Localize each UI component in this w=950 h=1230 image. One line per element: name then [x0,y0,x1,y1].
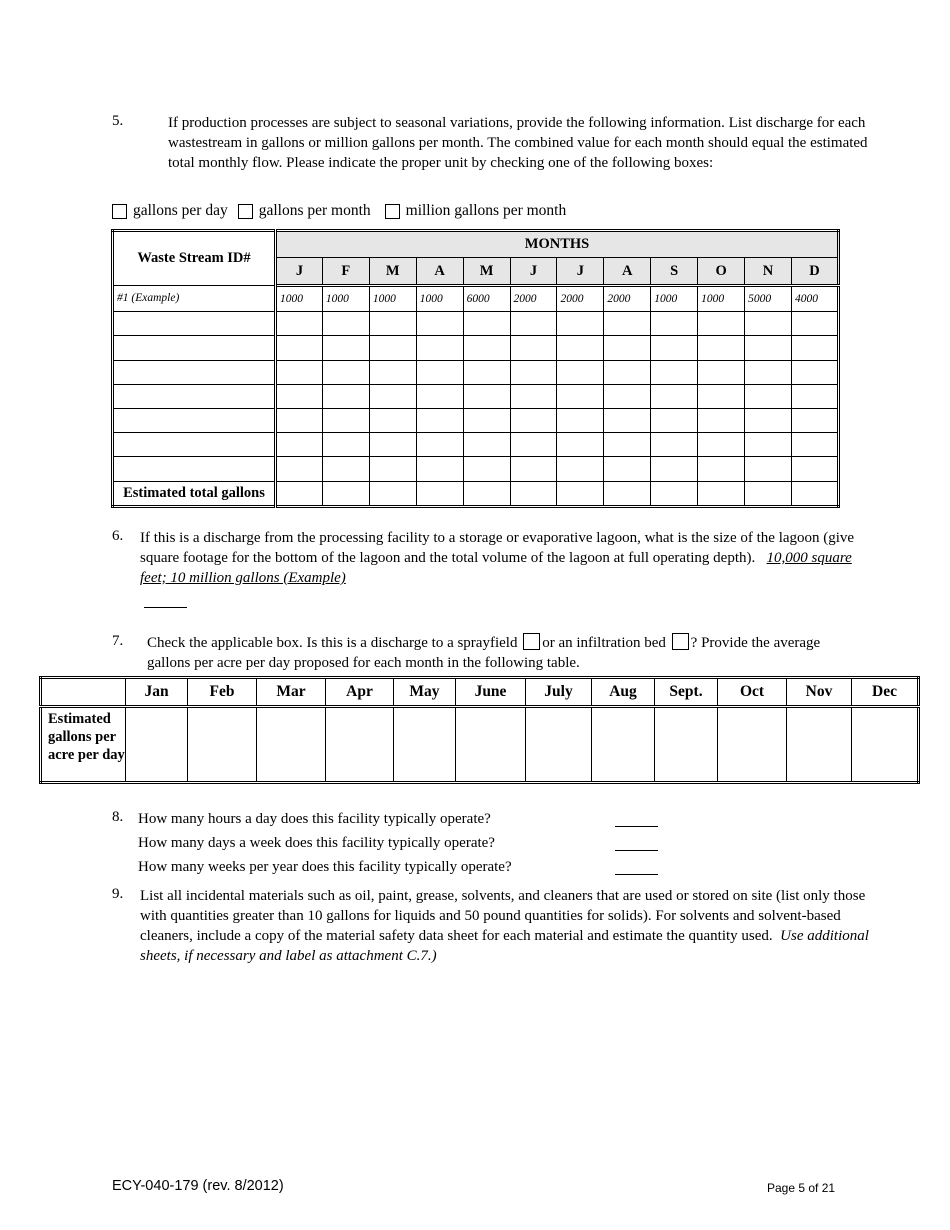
flow-cell[interactable] [276,312,323,336]
flow-cell[interactable] [416,457,463,481]
total-cell[interactable] [463,481,510,506]
flow-cell[interactable] [322,408,369,432]
flow-cell[interactable] [463,384,510,408]
checkbox-gallons-per-month[interactable] [238,204,253,219]
waste-stream-id-cell[interactable] [113,457,276,481]
corner-cell [41,678,126,707]
flow-cell[interactable] [651,384,698,408]
q6-text [140,528,870,588]
form-id: ECY-040-179 (rev. 8/2012) [112,1178,284,1194]
flow-cell[interactable] [651,457,698,481]
flow-cell[interactable] [604,457,651,481]
q9-number: 9. [112,886,124,902]
q7-text-b: or an infiltration bed [542,635,670,651]
example-value-cell: 1000 [698,285,745,311]
table-row [113,312,839,336]
flow-cell[interactable] [698,457,745,481]
flow-cell[interactable] [416,384,463,408]
flow-cell[interactable] [463,408,510,432]
total-cell[interactable] [510,481,557,506]
sprayfield-table [39,676,920,784]
flow-cell[interactable] [698,384,745,408]
total-cell[interactable] [698,481,745,506]
label-million-gallons-per-month: million gallons per month [405,202,567,219]
flow-cell[interactable] [698,312,745,336]
example-value-cell: 2000 [557,285,604,311]
flow-cell[interactable] [651,312,698,336]
flow-cell[interactable] [791,457,838,481]
month-header: Aug [592,678,655,707]
flow-cell[interactable] [276,384,323,408]
flow-cell[interactable] [276,433,323,457]
flow-cell[interactable] [557,457,604,481]
gallons-per-acre-cell[interactable] [852,707,919,783]
month-header: J [510,258,557,285]
flow-cell[interactable] [604,384,651,408]
flow-cell[interactable] [276,336,323,360]
flow-cell[interactable] [651,433,698,457]
flow-cell[interactable] [651,408,698,432]
flow-cell[interactable] [745,384,792,408]
header-waste-stream-id: Waste Stream ID# [113,231,276,286]
flow-cell[interactable] [276,360,323,384]
table-row [113,433,839,457]
flow-cell[interactable] [510,457,557,481]
flow-cell[interactable] [745,408,792,432]
checkbox-million-gallons-per-month[interactable] [385,204,400,219]
flow-cell[interactable] [322,384,369,408]
flow-cell[interactable] [604,360,651,384]
gallons-per-acre-cell[interactable] [718,707,787,783]
flow-cell[interactable] [322,457,369,481]
month-header: Sept. [655,678,718,707]
total-cell[interactable] [745,481,792,506]
gallons-per-acre-cell[interactable] [188,707,257,783]
month-header: Oct [718,678,787,707]
flow-cell[interactable] [604,408,651,432]
flow-cell[interactable] [604,336,651,360]
flow-cell[interactable] [369,360,416,384]
example-value-cell: 1000 [651,285,698,311]
example-value-cell: 4000 [791,285,838,311]
example-value-cell: 2000 [510,285,557,311]
checkbox-infiltration-bed[interactable] [672,633,689,650]
table-row [113,384,839,408]
flow-cell[interactable] [745,433,792,457]
q9-question: List all incidental materials such as oil, paint, grease, solvents, and cleaners that are used or stored on site (list only those with quantities greater than 10 gallons for liquids and 50 pound quantities for solids). For solvents and solvent-based cleaners, include a copy of the material safety data sheet for each material and estimate the quantity used. [140,888,866,944]
waste-stream-id-cell[interactable] [113,336,276,360]
flow-cell[interactable] [463,360,510,384]
month-header: N [745,258,792,285]
table-row [113,408,839,432]
wastestream-table [111,229,840,508]
waste-stream-id-cell[interactable] [113,408,276,432]
q7-text [147,633,867,673]
month-header: Nov [787,678,852,707]
flow-cell[interactable] [791,336,838,360]
q6-number: 6. [112,528,124,544]
flow-cell[interactable] [557,360,604,384]
month-header: S [651,258,698,285]
flow-cell[interactable] [791,360,838,384]
month-header: June [456,678,526,707]
flow-cell[interactable] [510,433,557,457]
flow-cell[interactable] [463,336,510,360]
q8-days-answer-line[interactable] [615,850,658,851]
flow-cell[interactable] [369,336,416,360]
month-header: May [394,678,456,707]
gallons-per-acre-cell[interactable] [456,707,526,783]
month-header: Mar [257,678,326,707]
flow-cell[interactable] [791,384,838,408]
gallons-per-acre-cell[interactable] [592,707,655,783]
month-header: M [369,258,416,285]
flow-cell[interactable] [791,408,838,432]
q5-number: 5. [112,113,124,129]
month-header: Feb [188,678,257,707]
flow-cell[interactable] [276,408,323,432]
month-header: D [791,258,838,285]
q6-example-answer: 10,000 square feet; 10 million gallons (Example) [140,550,852,586]
q8-number: 8. [112,809,124,825]
flow-cell[interactable] [557,433,604,457]
table-row [113,457,839,481]
q6-answer-line[interactable] [144,607,187,608]
flow-cell[interactable] [791,312,838,336]
q8-weeks-answer-line[interactable] [615,874,658,875]
header-months: MONTHS [276,231,839,258]
flow-cell[interactable] [557,312,604,336]
flow-cell[interactable] [557,408,604,432]
table-row [113,360,839,384]
flow-cell[interactable] [510,408,557,432]
checkbox-sprayfield[interactable] [523,633,540,650]
flow-cell[interactable] [463,457,510,481]
flow-cell[interactable] [510,312,557,336]
example-value-cell: 1000 [416,285,463,311]
total-cell[interactable] [557,481,604,506]
example-value-cell: 1000 [369,285,416,311]
flow-cell[interactable] [698,336,745,360]
q6-question: If this is a discharge from the processing facility to a storage or evaporative lagoon, what is the size of the lagoon (give square footage for the bottom of the lagoon and the total volume of the lagoon at full operating depth). [140,530,855,566]
flow-cell[interactable] [510,336,557,360]
gallons-per-acre-cell[interactable] [126,707,188,783]
flow-cell[interactable] [322,433,369,457]
gallons-per-acre-cell[interactable] [787,707,852,783]
checkbox-gallons-per-day[interactable] [112,204,127,219]
estimated-total-label: Estimated total gallons [113,481,276,506]
flow-cell[interactable] [369,408,416,432]
q7-text-c: ? Provide the average gallons per acre per day proposed for each month in the following table. [147,635,821,671]
total-cell[interactable] [791,481,838,506]
flow-cell[interactable] [745,336,792,360]
flow-cell[interactable] [604,312,651,336]
q9-italic-note: Use additional sheets, if necessary and label as attachment C.7.) [140,928,869,964]
waste-stream-id-cell[interactable] [113,433,276,457]
waste-stream-id-cell[interactable] [113,360,276,384]
total-cell[interactable] [369,481,416,506]
gallons-per-acre-cell[interactable] [326,707,394,783]
flow-cell[interactable] [604,433,651,457]
q8-hours-answer-line[interactable] [615,826,658,827]
table-row [113,481,839,506]
example-label: #1 (Example) [113,285,276,311]
gallons-per-acre-cell[interactable] [394,707,456,783]
flow-cell[interactable] [416,433,463,457]
waste-stream-id-cell[interactable] [113,384,276,408]
q8-weeks-question: How many weeks per year does this facility typically operate? [138,859,512,875]
flow-cell[interactable] [698,433,745,457]
flow-cell[interactable] [463,433,510,457]
month-header: A [604,258,651,285]
table-row [113,336,839,360]
gallons-per-acre-cell[interactable] [526,707,592,783]
flow-cell[interactable] [416,360,463,384]
flow-cell[interactable] [322,312,369,336]
month-header: Apr [326,678,394,707]
gallons-per-acre-cell[interactable] [655,707,718,783]
gallons-per-acre-cell[interactable] [257,707,326,783]
flow-cell[interactable] [510,360,557,384]
flow-cell[interactable] [276,457,323,481]
total-cell[interactable] [416,481,463,506]
flow-cell[interactable] [745,360,792,384]
flow-cell[interactable] [745,457,792,481]
flow-cell[interactable] [745,312,792,336]
month-header: J [276,258,323,285]
total-cell[interactable] [322,481,369,506]
month-header: July [526,678,592,707]
flow-cell[interactable] [557,384,604,408]
example-value-cell: 2000 [604,285,651,311]
month-header: Dec [852,678,919,707]
flow-cell[interactable] [369,384,416,408]
flow-cell[interactable] [369,457,416,481]
flow-cell[interactable] [416,408,463,432]
q7-number: 7. [112,633,124,649]
flow-cell[interactable] [463,312,510,336]
flow-cell[interactable] [322,360,369,384]
total-cell[interactable] [276,481,323,506]
flow-cell[interactable] [698,408,745,432]
month-header: J [557,258,604,285]
label-gallons-per-month: gallons per month [258,202,371,219]
example-value-cell: 1000 [322,285,369,311]
example-value-cell: 5000 [745,285,792,311]
flow-cell[interactable] [416,312,463,336]
flow-cell[interactable] [322,336,369,360]
flow-cell[interactable] [369,433,416,457]
flow-cell[interactable] [416,336,463,360]
row-label: Estimated gallons per acre per day [41,707,126,783]
unit-checkboxes [112,200,576,222]
label-gallons-per-day: gallons per day [133,202,228,219]
total-cell[interactable] [651,481,698,506]
page-number: Page 5 of 21 [767,1181,836,1195]
example-value-cell: 1000 [276,285,323,311]
month-header: F [322,258,369,285]
month-header: O [698,258,745,285]
flow-cell[interactable] [791,433,838,457]
waste-stream-id-cell[interactable] [113,312,276,336]
flow-cell[interactable] [369,312,416,336]
month-header: M [463,258,510,285]
month-header: A [416,258,463,285]
total-cell[interactable] [604,481,651,506]
q8-days-question: How many days a week does this facility typically operate? [138,835,495,851]
q8-hours-question: How many hours a day does this facility typically operate? [138,811,491,827]
q5-text: If production processes are subject to seasonal variations, provide the following information. List discharge for each wastestream in gallons or million gallons per month. The combined value for each month should equal the estimated total monthly flow. Please indicate the proper unit by checking one of the following boxes: [168,115,868,171]
q7-text-a: Check the applicable box. Is this is a discharge to a sprayfield [147,635,522,651]
flow-cell[interactable] [698,360,745,384]
month-header: Jan [126,678,188,707]
q9-text [140,886,870,966]
flow-cell[interactable] [651,360,698,384]
example-value-cell: 6000 [463,285,510,311]
flow-cell[interactable] [651,336,698,360]
flow-cell[interactable] [557,336,604,360]
flow-cell[interactable] [510,384,557,408]
